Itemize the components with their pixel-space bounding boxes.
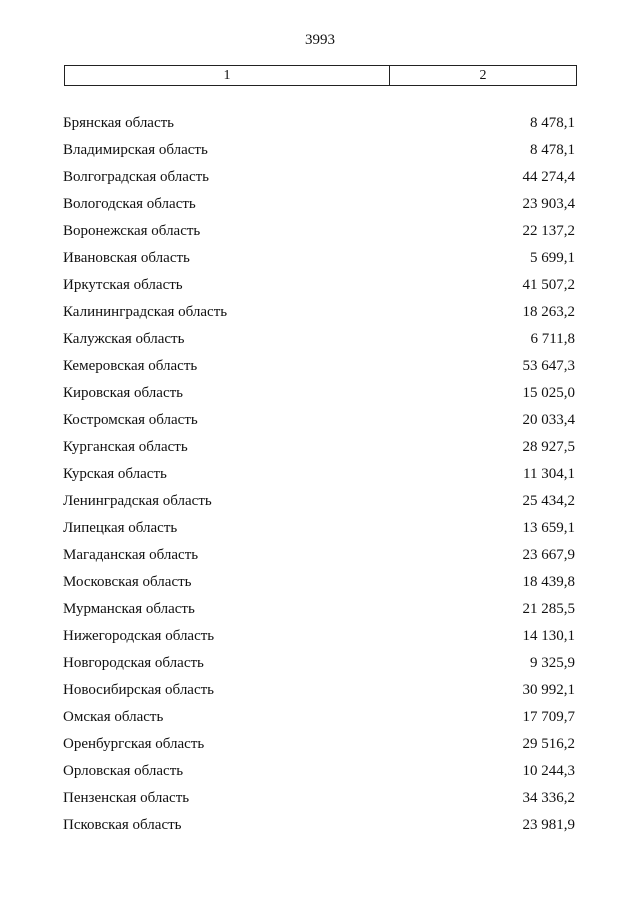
region-list — [63, 110, 575, 839]
table-row — [63, 704, 575, 731]
table-row — [63, 785, 575, 812]
table-row — [63, 488, 575, 515]
table-row — [63, 245, 575, 272]
region-value: 29 516,2 — [522, 736, 575, 752]
table-row — [63, 596, 575, 623]
region-name: Магаданская область — [63, 547, 199, 563]
region-name: Омская область — [63, 709, 164, 725]
region-name: Воронежская область — [63, 223, 201, 239]
table-row — [63, 407, 575, 434]
table-row — [63, 677, 575, 704]
region-value: 23 667,9 — [522, 547, 575, 563]
region-name: Калужская область — [63, 331, 185, 347]
region-name: Ивановская область — [63, 250, 190, 266]
region-name: Московская область — [63, 574, 192, 590]
table-row — [63, 353, 575, 380]
region-name: Орловская область — [63, 763, 184, 779]
table-row — [63, 137, 575, 164]
table-row — [63, 542, 575, 569]
region-name: Иркутская область — [63, 277, 183, 293]
region-value: 9 325,9 — [530, 655, 575, 671]
region-value: 14 130,1 — [522, 628, 575, 644]
region-value: 5 699,1 — [530, 250, 575, 266]
region-name: Курганская область — [63, 439, 188, 455]
region-name: Кировская область — [63, 385, 184, 401]
page-number: 3993 — [305, 32, 335, 48]
region-value: 11 304,1 — [523, 466, 575, 482]
region-name: Новосибирская область — [63, 682, 215, 698]
table-row — [63, 299, 575, 326]
table-row — [63, 110, 575, 137]
region-name: Костромская область — [63, 412, 198, 428]
region-value: 20 033,4 — [522, 412, 575, 428]
region-name: Вологодская область — [63, 196, 196, 212]
region-value: 18 439,8 — [522, 574, 575, 590]
table-row — [63, 164, 575, 191]
region-name: Новгородская область — [63, 655, 204, 671]
region-name: Брянская область — [63, 115, 175, 131]
region-value: 21 285,5 — [522, 601, 575, 617]
column-header-1: 1 — [65, 66, 390, 85]
region-value: 41 507,2 — [522, 277, 575, 293]
region-value: 13 659,1 — [522, 520, 575, 536]
region-value: 8 478,1 — [530, 142, 575, 158]
region-value: 44 274,4 — [522, 169, 575, 185]
region-value: 34 336,2 — [522, 790, 575, 806]
table-row — [63, 731, 575, 758]
region-name: Ленинградская область — [63, 493, 212, 509]
column-header-table — [64, 65, 577, 86]
region-value: 22 137,2 — [522, 223, 575, 239]
table-row — [63, 569, 575, 596]
region-name: Мурманская область — [63, 601, 195, 617]
table-row — [63, 218, 575, 245]
region-name: Липецкая область — [63, 520, 178, 536]
table-row — [63, 461, 575, 488]
table-row — [63, 515, 575, 542]
region-value: 8 478,1 — [530, 115, 575, 131]
table-row — [63, 812, 575, 839]
region-value: 23 903,4 — [522, 196, 575, 212]
region-name: Кемеровская область — [63, 358, 198, 374]
table-row — [63, 758, 575, 785]
region-name: Псковская область — [63, 817, 182, 833]
region-name: Волгоградская область — [63, 169, 209, 185]
region-value: 15 025,0 — [522, 385, 575, 401]
region-value: 23 981,9 — [522, 817, 575, 833]
region-value: 28 927,5 — [522, 439, 575, 455]
region-value: 18 263,2 — [522, 304, 575, 320]
region-name: Калининградская область — [63, 304, 228, 320]
column-header-2: 2 — [479, 68, 487, 83]
region-value: 53 647,3 — [522, 358, 575, 374]
region-name: Оренбургская область — [63, 736, 205, 752]
region-name: Курская область — [63, 466, 167, 482]
region-name: Нижегородская область — [63, 628, 215, 644]
table-row — [63, 380, 575, 407]
region-name: Владимирская область — [63, 142, 208, 158]
region-value: 30 992,1 — [522, 682, 575, 698]
table-row — [63, 191, 575, 218]
region-value: 10 244,3 — [522, 763, 575, 779]
table-row — [63, 623, 575, 650]
region-value: 25 434,2 — [522, 493, 575, 509]
region-name: Пензенская область — [63, 790, 190, 806]
table-row — [63, 326, 575, 353]
table-row — [63, 434, 575, 461]
table-row — [63, 650, 575, 677]
region-value: 6 711,8 — [530, 331, 575, 347]
table-row — [63, 272, 575, 299]
region-value: 17 709,7 — [522, 709, 575, 725]
